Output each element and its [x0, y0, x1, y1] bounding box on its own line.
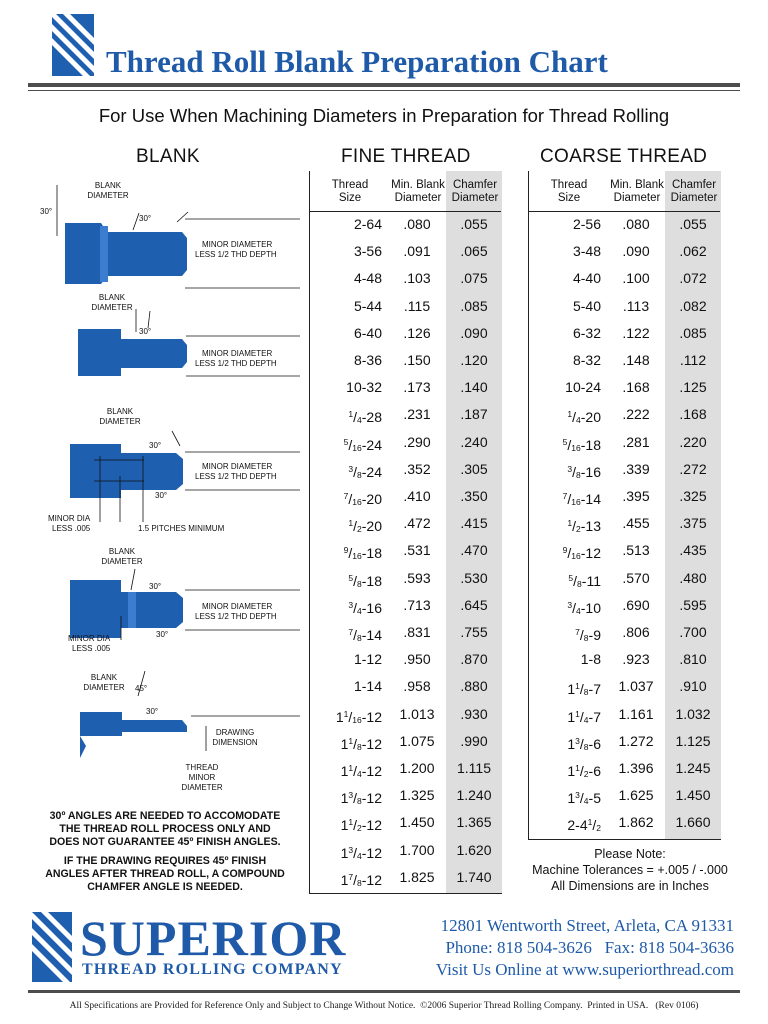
table-row: [310, 864, 501, 891]
min-blank-cell: 1.161: [618, 705, 654, 722]
chamfer-cell: .065: [460, 243, 488, 260]
page-subtitle: For Use When Machining Diameters in Preparation for Thread Rolling: [98, 105, 670, 126]
chamfer-cell: .240: [460, 433, 488, 450]
chamfer-cell: .187: [460, 406, 488, 423]
svg-text:30°: 30°: [139, 214, 152, 223]
table-row: [310, 728, 501, 755]
table-row: [529, 565, 720, 592]
chamfer-cell: .990: [460, 732, 488, 749]
col-header-min-blank: Min. Blank Diameter: [391, 179, 445, 204]
thread-size-cell: 10-24: [565, 379, 601, 396]
chamfer-cell: .645: [460, 596, 488, 613]
svg-text:30°: 30°: [149, 582, 162, 591]
min-blank-cell: .080: [622, 216, 650, 232]
company-logo-mark: [32, 912, 72, 982]
company-subtitle: THREAD ROLLING COMPANY: [82, 961, 343, 978]
table-row: [529, 347, 720, 374]
chamfer-cell: 1.125: [675, 732, 711, 749]
table-row: [310, 592, 501, 619]
svg-text:30°: 30°: [149, 441, 162, 450]
min-blank-cell: .103: [403, 270, 431, 287]
chamfer-cell: .085: [679, 324, 707, 341]
thread-size-cell: $^7/_{16}-20$: [343, 491, 382, 507]
thread-size-cell: $^9/_{16}-18$: [343, 545, 382, 562]
svg-text:MINOR DIA: MINOR DIA: [68, 634, 111, 643]
min-blank-cell: .958: [403, 678, 431, 695]
thread-size-cell: 1-8: [580, 651, 601, 668]
table-row: [529, 293, 720, 320]
chamfer-cell: 1.740: [456, 868, 492, 885]
notes-block: [512, 846, 748, 894]
table-row: [310, 238, 501, 265]
min-blank-cell: 1.700: [399, 841, 435, 858]
table-row: [529, 265, 720, 292]
col-header-min-blank: Min. Blank Diameter: [610, 179, 664, 204]
chamfer-cell: .082: [679, 297, 707, 314]
thread-size-cell: $1^1/_2-6$: [567, 763, 601, 779]
chamfer-cell: .375: [679, 515, 707, 532]
chamfer-cell: 1.365: [456, 814, 492, 831]
col-header-chamfer: Chamfer Diameter: [670, 179, 718, 204]
thread-size-cell: $^3/_4-16$: [348, 599, 382, 616]
logo-mark: [52, 14, 94, 76]
svg-text:BLANK: BLANK: [108, 547, 136, 556]
min-blank-cell: .831: [403, 624, 431, 640]
thread-size-cell: $^7/_8-9$: [575, 627, 601, 643]
chamfer-cell: .125: [679, 379, 707, 396]
chamfer-cell: .910: [679, 678, 707, 695]
min-blank-cell: 1.825: [399, 868, 435, 885]
table-row: [529, 728, 720, 755]
thread-size-cell: 5-40: [572, 297, 601, 314]
chamfer-cell: .930: [460, 705, 488, 722]
svg-text:30°: 30°: [156, 630, 169, 639]
chamfer-cell: .055: [460, 216, 488, 232]
svg-text:MINOR DIAMETER: MINOR DIAMETER: [202, 602, 273, 611]
thread-size-cell: 5-44: [353, 297, 382, 314]
thread-size-cell: $^3/_8-24$: [348, 463, 382, 480]
table-row: [529, 809, 720, 836]
min-blank-cell: 1.862: [618, 814, 654, 831]
chamfer-cell: .272: [679, 460, 707, 477]
min-blank-cell: .339: [622, 460, 650, 477]
chamfer-cell: .325: [679, 488, 707, 504]
table-row: [310, 510, 501, 537]
table-row: [310, 619, 501, 646]
min-blank-cell: .148: [622, 352, 650, 368]
svg-text:30°: 30°: [146, 707, 159, 716]
chamfer-cell: .810: [679, 651, 707, 668]
min-blank-cell: .290: [403, 433, 431, 450]
min-blank-cell: 1.625: [618, 787, 654, 804]
min-blank-cell: .090: [622, 243, 650, 260]
svg-text:DRAWING: DRAWING: [215, 728, 255, 737]
chamfer-cell: .305: [460, 460, 488, 477]
table-row: [310, 483, 501, 510]
table-row: [310, 646, 501, 673]
fine-thread-table: [309, 171, 502, 894]
chamfer-cell: .480: [679, 569, 707, 586]
thread-size-cell: $^1/_4-28$: [348, 409, 382, 426]
min-blank-cell: .281: [622, 433, 650, 450]
chamfer-cell: 1.245: [675, 760, 711, 776]
thread-size-cell: $^5/_8-11$: [568, 572, 601, 589]
svg-text:BLANK: BLANK: [90, 673, 118, 682]
chamfer-cell: 1.115: [457, 760, 491, 776]
svg-text:LESS 1/2 THD DEPTH: LESS 1/2 THD DEPTH: [195, 612, 277, 621]
thread-size-cell: 6-32: [572, 324, 601, 341]
table-row: [310, 537, 501, 564]
min-blank-cell: .950: [403, 651, 431, 668]
company-address: 12801 Wentworth Street, Arleta, CA 91331: [440, 916, 734, 935]
thread-size-cell: 4-40: [572, 270, 601, 287]
thread-size-cell: $1^3/_8-6$: [567, 735, 601, 752]
thread-size-cell: $^5/_{16}-18$: [562, 436, 601, 453]
chamfer-cell: .055: [679, 216, 707, 232]
min-blank-cell: 1.450: [399, 814, 435, 831]
svg-text:MINOR DIAMETER: MINOR DIAMETER: [202, 240, 273, 249]
warning-angles: 30º ANGLES ARE NEEDED TO ACCOMODATE THE THREAD ROLL PROCESS ONLY AND DOES NOT GUARANTEE 45º FINISH ANGLES.: [49, 810, 281, 848]
header-rule-thin: [28, 90, 740, 91]
table-row: [529, 401, 720, 428]
table-row: [529, 456, 720, 483]
chamfer-cell: .090: [460, 324, 488, 341]
chamfer-cell: .470: [460, 542, 488, 559]
min-blank-cell: .126: [403, 324, 431, 341]
company-name: SUPERIOR: [80, 910, 347, 966]
svg-text:DIAMETER: DIAMETER: [99, 417, 141, 426]
thread-size-cell: $1^1/_4-12$: [340, 763, 382, 779]
svg-text:MINOR DIAMETER: MINOR DIAMETER: [202, 349, 273, 358]
min-blank-cell: 1.396: [618, 760, 654, 776]
svg-text:MINOR DIAMETER: MINOR DIAMETER: [202, 462, 273, 471]
min-blank-cell: 1.075: [399, 732, 435, 749]
chamfer-cell: .075: [460, 270, 488, 287]
section-coarse-thread: COARSE THREAD: [540, 146, 708, 167]
chamfer-cell: .700: [679, 624, 707, 640]
section-fine-thread: FINE THREAD: [341, 146, 471, 167]
min-blank-cell: .231: [403, 406, 431, 423]
min-blank-cell: .410: [403, 488, 431, 504]
min-blank-cell: .115: [403, 297, 431, 314]
table-row: [310, 429, 501, 456]
min-blank-cell: .168: [622, 379, 650, 396]
svg-text:30°: 30°: [139, 327, 152, 336]
table-row: [310, 211, 501, 238]
chamfer-cell: .072: [679, 270, 707, 287]
chamfer-cell: 1.660: [675, 814, 711, 831]
min-blank-cell: .713: [403, 596, 431, 613]
thread-size-cell: 6-40: [353, 324, 382, 341]
thread-size-cell: $1^1/_{16}-12$: [335, 708, 382, 725]
chamfer-cell: .120: [460, 352, 488, 368]
table-row: [529, 510, 720, 537]
thread-size-cell: $^1/_4-20$: [567, 409, 601, 426]
col-header-chamfer: Chamfer Diameter: [451, 179, 499, 204]
svg-text:MINOR: MINOR: [188, 773, 216, 782]
col-header-thread-size: Thread Size: [550, 179, 588, 204]
min-blank-cell: .513: [622, 542, 650, 559]
svg-text:BLANK: BLANK: [94, 181, 122, 190]
min-blank-cell: .173: [403, 379, 431, 396]
chamfer-cell: 1.620: [456, 841, 492, 858]
svg-text:DIAMETER: DIAMETER: [91, 303, 133, 312]
header-rule: [28, 83, 740, 87]
notes-tolerance: Machine Tolerances = +.005 / -.000: [532, 863, 728, 877]
chamfer-cell: .168: [679, 406, 707, 423]
table-row: [529, 755, 720, 782]
chamfer-cell: .062: [679, 243, 707, 260]
thread-size-cell: $^5/_8-18$: [348, 572, 382, 589]
blank-diagrams: [30, 176, 300, 806]
table-row: [310, 374, 501, 401]
svg-text:LESS .005: LESS .005: [72, 644, 111, 653]
svg-text:DIMENSION: DIMENSION: [212, 738, 258, 747]
svg-text:DIAMETER: DIAMETER: [83, 683, 125, 692]
thread-size-cell: $1^1/_8-12$: [340, 735, 382, 752]
min-blank-cell: .593: [403, 569, 431, 586]
footer-rule: [28, 990, 740, 993]
min-blank-cell: .113: [622, 297, 650, 314]
chamfer-cell: 1.240: [456, 787, 492, 804]
min-blank-cell: .080: [403, 216, 431, 232]
table-row: [310, 265, 501, 292]
table-row: [310, 755, 501, 782]
table-row: [310, 837, 501, 864]
min-blank-cell: .923: [622, 651, 650, 668]
thread-size-cell: $1^3/_8-12$: [340, 790, 382, 807]
thread-size-cell: 4-48: [353, 270, 382, 287]
min-blank-cell: .690: [622, 596, 650, 613]
svg-text:1.5 PITCHES MINIMUM: 1.5 PITCHES MINIMUM: [138, 524, 225, 533]
thread-size-cell: 8-32: [572, 352, 601, 368]
chamfer-cell: .350: [460, 488, 488, 504]
svg-text:THREAD: THREAD: [185, 763, 219, 772]
min-blank-cell: 1.037: [618, 678, 654, 695]
table-row: [310, 809, 501, 836]
chamfer-cell: .220: [679, 433, 707, 450]
min-blank-cell: .091: [403, 243, 431, 260]
thread-size-cell: $1^1/_4-7$: [567, 708, 601, 725]
table-row: [310, 293, 501, 320]
min-blank-cell: .570: [622, 569, 650, 586]
svg-text:LESS 1/2 THD DEPTH: LESS 1/2 THD DEPTH: [195, 472, 277, 481]
thread-size-cell: $^9/_{16}-12$: [562, 545, 601, 562]
chamfer-cell: .435: [679, 542, 707, 559]
svg-text:DIAMETER: DIAMETER: [181, 783, 223, 792]
table-row: [529, 646, 720, 673]
chamfer-cell: 1.450: [675, 787, 711, 804]
table-row: [310, 701, 501, 728]
col-header-thread-size: Thread Size: [331, 179, 369, 204]
thread-size-cell: 2-56: [572, 216, 601, 232]
svg-text:DIAMETER: DIAMETER: [101, 557, 143, 566]
thread-size-cell: $^1/_2-20$: [348, 518, 382, 535]
min-blank-cell: 1.325: [399, 787, 435, 804]
thread-size-cell: $^1/_2-13$: [567, 518, 601, 535]
table-row: [529, 782, 720, 809]
svg-text:BLANK: BLANK: [106, 407, 134, 416]
svg-text:DIAMETER: DIAMETER: [87, 191, 129, 200]
company-website[interactable]: Visit Us Online at www.superiorthread.com: [435, 960, 734, 979]
thread-size-cell: 3-48: [572, 243, 601, 260]
thread-size-cell: $^7/_{16}-14$: [562, 491, 601, 507]
svg-text:LESS .005: LESS .005: [52, 524, 91, 533]
thread-size-cell: $^3/_8-16$: [567, 463, 601, 480]
min-blank-cell: .395: [622, 488, 650, 504]
thread-size-cell: 10-32: [346, 379, 382, 396]
min-blank-cell: 1.272: [618, 732, 654, 749]
table-row: [529, 374, 720, 401]
thread-size-cell: 1-12: [353, 651, 382, 668]
table-row: [310, 320, 501, 347]
thread-size-cell: $^7/_8-14$: [348, 627, 382, 643]
chamfer-cell: .595: [679, 596, 707, 613]
chamfer-cell: .415: [460, 515, 488, 532]
table-row: [310, 456, 501, 483]
table-row: [529, 429, 720, 456]
svg-text:LESS 1/2 THD DEPTH: LESS 1/2 THD DEPTH: [195, 359, 277, 368]
table-row: [529, 238, 720, 265]
min-blank-cell: .100: [622, 270, 650, 287]
thread-size-cell: $1^7/_8-12$: [340, 871, 382, 888]
svg-text:LESS 1/2 THD DEPTH: LESS 1/2 THD DEPTH: [195, 250, 277, 259]
min-blank-cell: .472: [403, 515, 431, 532]
svg-text:30°: 30°: [155, 491, 168, 500]
table-row: [529, 537, 720, 564]
chamfer-cell: .140: [460, 379, 488, 396]
warning-compound-chamfer: IF THE DRAWING REQUIRES 45º FINISH ANGLES AFTER THREAD ROLL, A COMPOUND CHAMFER ANGLE IS NEEDED.: [45, 855, 285, 893]
table-row: [310, 347, 501, 374]
table-row: [310, 565, 501, 592]
thread-size-cell: $1^3/_4-12$: [340, 844, 382, 861]
svg-text:MINOR DIA: MINOR DIA: [48, 514, 91, 523]
min-blank-cell: .455: [622, 515, 650, 532]
min-blank-cell: .531: [403, 542, 431, 559]
chamfer-cell: 1.032: [675, 705, 711, 722]
chamfer-cell: .112: [679, 352, 707, 368]
min-blank-cell: 1.013: [399, 705, 435, 722]
table-row: [529, 619, 720, 646]
table-row: [310, 673, 501, 700]
min-blank-cell: .150: [403, 352, 431, 368]
thread-size-cell: $^5/_{16}-24$: [343, 436, 382, 453]
table-row: [310, 782, 501, 809]
table-row: [529, 320, 720, 347]
notes-heading: Please Note:: [594, 847, 666, 861]
thread-size-cell: 2-64: [353, 216, 382, 232]
chamfer-cell: .530: [460, 569, 488, 586]
thread-size-cell: $1^1/_8-7$: [567, 681, 601, 698]
svg-text:BLANK: BLANK: [98, 293, 126, 302]
svg-text:30°: 30°: [40, 207, 53, 216]
svg-text:45°: 45°: [135, 684, 148, 693]
chamfer-cell: .755: [460, 624, 488, 640]
chamfer-cell: .085: [460, 297, 488, 314]
table-row: [529, 483, 720, 510]
thread-size-cell: $2-4^1/_2$: [567, 817, 601, 834]
min-blank-cell: .352: [403, 460, 431, 477]
chamfer-cell: .870: [460, 651, 488, 668]
thread-size-cell: $1^3/_4-5$: [567, 790, 601, 807]
table-row: [529, 673, 720, 700]
thread-size-cell: 8-36: [353, 352, 382, 368]
min-blank-cell: .122: [622, 324, 650, 341]
min-blank-cell: .806: [622, 624, 650, 640]
coarse-thread-table: [528, 171, 721, 840]
min-blank-cell: .222: [622, 406, 650, 423]
footer-disclaimer: All Specifications are Provided for Reference Only and Subject to Change Without Notice. ©2006 Superior Thread Rolling Company. Printed in USA. (Rev 0106): [69, 1001, 699, 1011]
min-blank-cell: 1.200: [399, 760, 435, 776]
page-title: Thread Roll Blank Preparation Chart: [106, 44, 608, 79]
table-row: [529, 592, 720, 619]
chamfer-cell: .880: [460, 678, 488, 695]
table-row: [529, 211, 720, 238]
notes-units: All Dimensions are in Inches: [551, 879, 709, 893]
thread-size-cell: $1^1/_2-12$: [340, 817, 382, 834]
thread-size-cell: 1-14: [353, 678, 382, 695]
company-phone: Phone: 818 504-3626 Fax: 818 504-3636: [445, 938, 734, 957]
section-blank: BLANK: [136, 146, 200, 167]
table-row: [529, 701, 720, 728]
thread-size-cell: 3-56: [353, 243, 382, 260]
table-row: [310, 401, 501, 428]
thread-size-cell: $^3/_4-10$: [567, 599, 601, 616]
